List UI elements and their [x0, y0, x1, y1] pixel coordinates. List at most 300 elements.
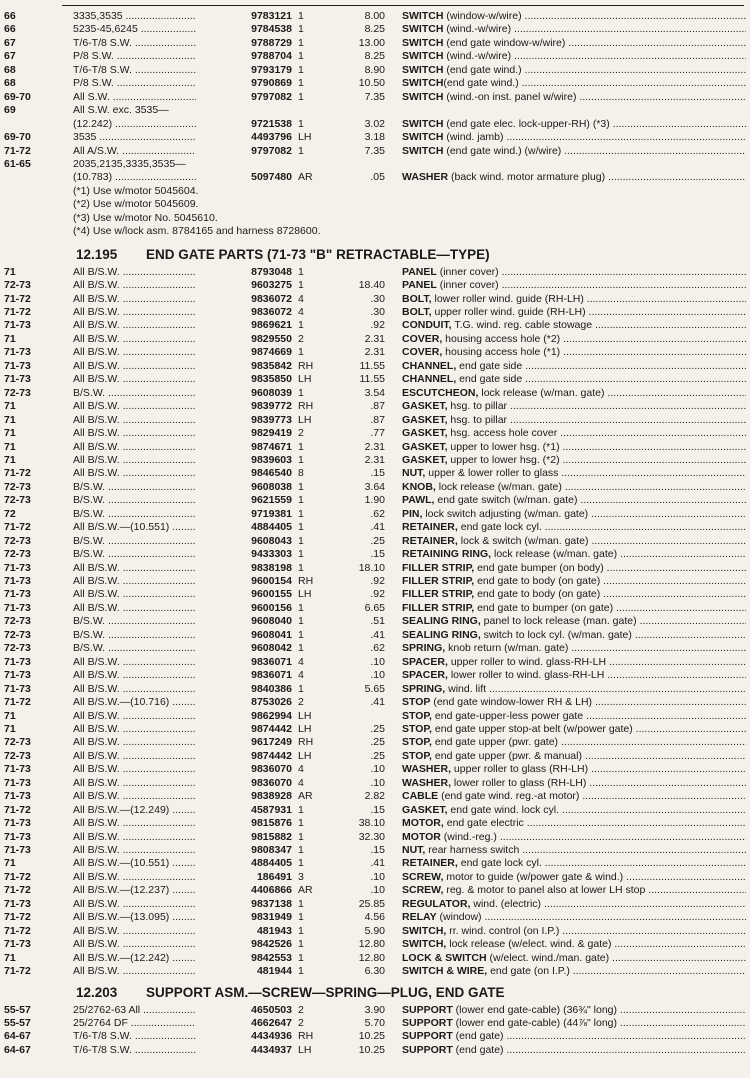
part-row — [0, 171, 750, 184]
description — [402, 293, 746, 306]
quantity: 4 — [298, 292, 304, 305]
quantity: 1 — [298, 534, 304, 547]
part-row — [0, 938, 750, 951]
quantity: 1 — [298, 63, 304, 76]
quantity: 1 — [298, 90, 304, 103]
part-row — [0, 588, 750, 601]
description — [402, 575, 746, 588]
part-number: 9433303 — [196, 548, 292, 561]
part-detail: end gate switch (w/man. gate) — [434, 494, 578, 507]
part-number: 9600155 — [196, 588, 292, 601]
price: .62 — [370, 507, 385, 520]
part-row — [0, 23, 750, 36]
description — [402, 831, 746, 844]
part-row — [0, 965, 750, 978]
quantity: 1 — [298, 803, 304, 816]
footnote — [0, 212, 750, 225]
quantity: 1 — [298, 682, 304, 695]
description — [402, 562, 746, 575]
part-number: 9621559 — [196, 494, 292, 507]
quantity: 1 — [298, 548, 304, 561]
part-row — [0, 804, 750, 817]
model-year: 69 — [4, 104, 16, 117]
part-detail: end gate upper (pwr. gate) — [431, 736, 559, 749]
price: 25.85 — [358, 897, 385, 910]
part-row — [0, 37, 750, 50]
description — [402, 145, 746, 158]
quantity: 2 — [298, 1016, 304, 1029]
part-detail: end gate to body (on gate) — [474, 575, 601, 587]
part-number: 9617249 — [196, 736, 292, 749]
part-name: FILLER STRIP, — [402, 561, 475, 574]
application: 3335,3535 ..... — [73, 10, 223, 23]
part-row — [0, 831, 750, 844]
part-row — [0, 387, 750, 400]
application: All B/S.W.—(13.095) ..... — [73, 911, 223, 924]
price: 10.50 — [358, 77, 385, 90]
price: 2.31 — [364, 346, 385, 359]
part-name: BOLT, — [402, 306, 432, 318]
part-number: 9874669 — [196, 346, 292, 359]
part-row — [0, 521, 750, 534]
quantity: 4 — [298, 655, 304, 668]
part-name: MOTOR, — [402, 817, 444, 830]
part-name: SWITCH — [402, 144, 444, 157]
price: .10 — [370, 669, 385, 682]
part-row — [0, 467, 750, 480]
application: B/S.W. ..... — [73, 535, 223, 548]
model-year: 72-73 — [4, 534, 31, 547]
part-name: GASKET, — [402, 413, 448, 426]
quantity: 1 — [298, 453, 304, 466]
part-row — [0, 790, 750, 803]
part-name: SUPPORT — [402, 1003, 453, 1016]
price: 7.35 — [364, 90, 385, 103]
part-row — [0, 884, 750, 897]
part-row — [0, 602, 750, 615]
application: All B/S.W. ..... — [73, 898, 223, 911]
part-number: 9839773 — [196, 414, 292, 427]
part-detail: lock & switch (w/man. gate) — [457, 534, 589, 547]
part-row — [0, 562, 750, 575]
quantity: 2 — [298, 332, 304, 345]
footnote — [0, 185, 750, 198]
section-number: 12.195 — [76, 246, 118, 262]
part-number: 9839603 — [196, 454, 292, 467]
description — [402, 1030, 746, 1043]
application: All B/S.W.—(10.551) ..... — [73, 521, 223, 534]
part-row — [0, 508, 750, 521]
description — [402, 884, 746, 897]
price: .25 — [370, 722, 385, 735]
price: .41 — [370, 628, 385, 641]
part-detail: wind. lift — [445, 682, 487, 695]
part-row — [0, 723, 750, 736]
model-year: 71-72 — [4, 924, 31, 937]
application: B/S.W. ..... — [73, 387, 223, 400]
description — [402, 1017, 746, 1030]
part-row — [0, 683, 750, 696]
part-number: 9839772 — [196, 400, 292, 413]
application: B/S.W. ..... — [73, 642, 223, 655]
part-name: ESCUTCHEON, — [402, 386, 479, 399]
part-name: PAWL, — [402, 494, 435, 507]
part-name: SWITCH — [402, 36, 444, 49]
price: 2.82 — [364, 790, 385, 803]
part-name: SEALING RING, — [402, 615, 481, 628]
part-name: RETAINING RING, — [402, 548, 492, 561]
part-detail: (wind. jamb) — [443, 131, 504, 144]
part-number: 9831949 — [196, 911, 292, 924]
model-year: 66 — [4, 23, 16, 36]
model-year: 71 — [4, 265, 16, 278]
model-year: 55-57 — [4, 1016, 31, 1029]
part-row — [0, 952, 750, 965]
quantity: 1 — [298, 386, 304, 399]
application: All S.W. ..... — [73, 91, 223, 104]
description — [402, 23, 746, 36]
application: P/8 S.W. ..... — [73, 50, 223, 63]
description — [402, 64, 746, 77]
application: All B/S.W. ..... — [73, 710, 223, 723]
part-name: SWITCH, — [402, 938, 447, 951]
part-detail: end gate upper stop-at belt (w/power gate) — [431, 722, 633, 735]
description — [402, 454, 746, 467]
quantity: 1 — [298, 911, 304, 924]
application: 3535 ..... — [73, 131, 223, 144]
application: 25/2764 DF ..... — [73, 1017, 223, 1030]
model-year: 71-72 — [4, 696, 31, 709]
quantity: RH — [298, 575, 314, 587]
description — [402, 50, 746, 63]
price: .25 — [370, 736, 385, 749]
quantity: 1 — [298, 144, 304, 157]
part-row — [0, 427, 750, 440]
part-number: 9790869 — [196, 77, 292, 90]
price: 11.55 — [359, 359, 385, 372]
application: All B/S.W. ..... — [73, 266, 223, 279]
quantity: 1 — [298, 346, 304, 359]
quantity: LH — [298, 722, 312, 735]
description — [402, 763, 746, 776]
part-number: 9874671 — [196, 441, 292, 454]
part-detail: (end gate window-lower RH & LH) — [430, 696, 593, 709]
part-name: SWITCH, — [402, 924, 447, 937]
part-name: RETAINER, — [402, 521, 458, 534]
description — [402, 588, 746, 601]
part-number: 9837138 — [196, 898, 292, 911]
description — [402, 790, 746, 803]
part-detail: knob return (w/man. gate) — [445, 642, 569, 655]
model-year: 64-67 — [4, 1043, 31, 1056]
part-row — [0, 77, 750, 90]
quantity: 1 — [298, 480, 304, 493]
part-name: KNOB, — [402, 480, 436, 493]
quantity: 1 — [298, 507, 304, 520]
description — [402, 535, 746, 548]
part-detail: switch to lock cyl. (w/man. gate) — [480, 628, 632, 641]
model-year: 71 — [4, 413, 16, 426]
part-detail: end gate side — [456, 373, 523, 386]
part-name: SWITCH & WIRE, — [402, 965, 488, 978]
quantity: 4 — [298, 763, 304, 776]
part-detail: end gate wind. lock cyl. — [447, 803, 559, 816]
application: All B/S.W. ..... — [73, 750, 223, 763]
part-row — [0, 360, 750, 373]
section-heading-12-195 — [0, 246, 750, 264]
part-name: REGULATOR, — [402, 897, 471, 910]
part-number: 9836072 — [196, 293, 292, 306]
part-name: COVER, — [402, 346, 443, 359]
part-name: RELAY — [402, 911, 437, 924]
quantity: LH — [298, 1043, 312, 1056]
part-name: SWITCH — [402, 23, 444, 36]
price: 4.56 — [364, 911, 385, 924]
quantity: 1 — [298, 561, 304, 574]
part-row — [0, 871, 750, 884]
application: All B/S.W. ..... — [73, 938, 223, 951]
part-row — [0, 575, 750, 588]
price: .10 — [370, 870, 385, 883]
part-name: COVER, — [402, 332, 443, 345]
part-name: SUPPORT — [402, 1043, 453, 1056]
part-row — [0, 629, 750, 642]
part-detail: lower roller to wind. glass-RH-LH — [447, 669, 605, 682]
part-row — [0, 1030, 750, 1043]
part-row — [0, 293, 750, 306]
part-detail: upper to lower hsg. (*1) — [447, 440, 560, 453]
application: All B/S.W. ..... — [73, 588, 223, 601]
model-year: 71-72 — [4, 870, 31, 883]
description — [402, 1044, 746, 1057]
part-detail: upper roller to wind. glass-RH-LH — [447, 655, 607, 668]
price: 5.90 — [364, 924, 385, 937]
part-number: 9835842 — [196, 360, 292, 373]
part-row — [0, 400, 750, 413]
price: .30 — [370, 292, 385, 305]
part-number: 4662647 — [196, 1017, 292, 1030]
part-detail: end gate electric — [443, 817, 524, 830]
price: .15 — [370, 844, 385, 856]
quantity: LH — [298, 413, 312, 426]
part-number: 5097480 — [196, 171, 292, 184]
price: .15 — [370, 467, 385, 480]
application: All B/S.W.—(10.551) ..... — [73, 857, 223, 870]
section-title: SUPPORT ASM.—SCREW—SPRING—PLUG, END GATE — [146, 984, 505, 1000]
description — [402, 77, 746, 90]
model-year: 71-73 — [4, 561, 31, 574]
quantity: LH — [298, 588, 312, 601]
model-year: 72-73 — [4, 628, 31, 641]
description — [402, 898, 746, 911]
part-detail: (lower end gate-cable) (44⅞" long) — [452, 1016, 617, 1029]
part-detail: end gate upper (pwr. & manual) — [431, 749, 582, 762]
part-detail: (wind.-reg.) — [440, 830, 497, 843]
footnote — [0, 198, 750, 211]
part-row — [0, 911, 750, 924]
description — [402, 319, 746, 332]
price: 3.02 — [364, 117, 385, 130]
part-row — [0, 306, 750, 319]
description — [402, 279, 746, 292]
description — [402, 925, 746, 938]
part-number: 4587931 — [196, 804, 292, 817]
footnote-text: (*4) Use w/lock asm. 8784165 and harness 8728600. — [73, 225, 321, 238]
model-year: 71-73 — [4, 359, 31, 372]
quantity: 1 — [298, 938, 304, 951]
part-number: 9815876 — [196, 817, 292, 830]
part-number: 9842526 — [196, 938, 292, 951]
application: B/S.W. ..... — [73, 481, 223, 494]
description — [402, 683, 746, 696]
quantity: 1 — [298, 642, 304, 655]
part-number: 8793048 — [196, 266, 292, 279]
price: 6.30 — [364, 965, 385, 978]
description — [402, 602, 746, 615]
part-detail: motor to guide (w/power gate & wind.) — [443, 870, 624, 883]
part-number: 481943 — [196, 925, 292, 938]
part-row — [0, 266, 750, 279]
quantity: RH — [298, 359, 314, 372]
part-detail: end gate lock cyl. — [457, 857, 542, 870]
part-number: 4434937 — [196, 1044, 292, 1057]
description — [402, 642, 746, 655]
quantity: RH — [298, 736, 314, 749]
model-year: 71-72 — [4, 803, 31, 816]
part-detail: lower roller wind. guide (RH-LH) — [431, 292, 584, 305]
part-row — [0, 696, 750, 709]
part-name: SCREW, — [402, 870, 444, 883]
price: .41 — [370, 696, 385, 709]
part-number: 9719381 — [196, 508, 292, 521]
application: T/6-T/8 S.W. ..... — [73, 1030, 223, 1043]
price: 8.90 — [364, 63, 385, 76]
model-year: 71 — [4, 709, 16, 722]
price: .10 — [370, 884, 385, 897]
quantity: 1 — [298, 494, 304, 507]
application: (10.783) ..... — [73, 171, 223, 184]
price: 8.25 — [364, 23, 385, 36]
part-number: 4406866 — [196, 884, 292, 897]
price: .87 — [370, 400, 385, 413]
application: B/S.W. ..... — [73, 508, 223, 521]
model-year: 71-73 — [4, 373, 31, 386]
application: B/S.W. ..... — [73, 615, 223, 628]
quantity: 1 — [298, 265, 304, 278]
model-year: 71 — [4, 427, 16, 440]
part-number: 9836070 — [196, 777, 292, 790]
part-number: 9608042 — [196, 642, 292, 655]
part-number: 9808347 — [196, 844, 292, 857]
price: 5.70 — [364, 1016, 385, 1029]
part-number: 9829419 — [196, 427, 292, 440]
price: .41 — [370, 857, 385, 870]
part-row — [0, 158, 750, 171]
quantity: AR — [298, 790, 313, 803]
price: 2.31 — [364, 440, 385, 453]
application: All B/S.W. ..... — [73, 777, 223, 790]
application: (12.242) ..... — [73, 118, 223, 131]
part-name: STOP, — [402, 749, 432, 762]
quantity: AR — [298, 884, 313, 897]
quantity: 1 — [298, 117, 304, 130]
part-detail: rear harness switch — [425, 844, 520, 856]
part-detail: hsg. to pillar — [447, 400, 508, 413]
part-name: BOLT, — [402, 292, 432, 305]
price: 12.80 — [358, 951, 385, 964]
part-name: FILLER STRIP, — [402, 588, 475, 601]
part-name: SEALING RING, — [402, 628, 481, 641]
model-year: 71 — [4, 857, 16, 870]
price: .05 — [370, 171, 385, 184]
part-detail: (end gate wind.) (w/wire) — [443, 144, 562, 157]
description — [402, 427, 746, 440]
quantity: 2 — [298, 427, 304, 440]
part-name: GASKET, — [402, 400, 448, 413]
part-detail: (end gate) — [452, 1030, 504, 1043]
part-name: SWITCH — [402, 10, 444, 22]
part-detail: (wind.-w/wire) — [443, 50, 512, 63]
model-year: 72-73 — [4, 386, 31, 399]
application: All B/S.W. ..... — [73, 871, 223, 884]
section-number: 12.203 — [76, 984, 118, 1000]
price: 5.65 — [364, 682, 385, 695]
part-row — [0, 91, 750, 104]
part-name: MOTOR — [402, 830, 441, 843]
price: 10.25 — [358, 1043, 385, 1056]
part-detail: (end gate elec. lock-upper-RH) (*3) — [443, 117, 610, 130]
quantity: 1 — [298, 601, 304, 614]
application: All B/S.W. ..... — [73, 656, 223, 669]
model-year: 71-72 — [4, 467, 31, 480]
part-number: 9862994 — [196, 710, 292, 723]
part-number: 9788704 — [196, 50, 292, 63]
application: All B/S.W. ..... — [73, 736, 223, 749]
quantity: 1 — [298, 965, 304, 978]
description — [402, 91, 746, 104]
quantity: 1 — [298, 319, 304, 332]
model-year: 72-73 — [4, 749, 31, 762]
part-number: 9836071 — [196, 656, 292, 669]
part-row — [0, 346, 750, 359]
footnote-text: (*2) Use w/motor 5045609. — [73, 198, 199, 211]
part-row — [0, 857, 750, 870]
part-name: WASHER, — [402, 763, 452, 776]
part-number: 9721538 — [196, 118, 292, 131]
quantity: LH — [298, 749, 312, 762]
application: All B/S.W. ..... — [73, 306, 223, 319]
part-name: STOP — [402, 696, 431, 709]
model-year: 71 — [4, 440, 16, 453]
part-number: 9793179 — [196, 64, 292, 77]
application: All B/S.W. ..... — [73, 602, 223, 615]
part-row — [0, 777, 750, 790]
price: .51 — [370, 615, 385, 628]
part-row — [0, 844, 750, 857]
description — [402, 1004, 746, 1017]
part-detail: (end gate wind.) — [443, 77, 519, 90]
part-name: SPACER, — [402, 669, 448, 682]
description — [402, 952, 746, 965]
part-row — [0, 615, 750, 628]
part-detail: lock release (w/elect. wind. & gate) — [446, 938, 612, 951]
part-number: 9608041 — [196, 629, 292, 642]
price: .10 — [370, 776, 385, 789]
part-name: GASKET, — [402, 440, 448, 453]
application: All B/S.W. ..... — [73, 414, 223, 427]
application: All B/S.W. ..... — [73, 346, 223, 359]
part-row — [0, 333, 750, 346]
